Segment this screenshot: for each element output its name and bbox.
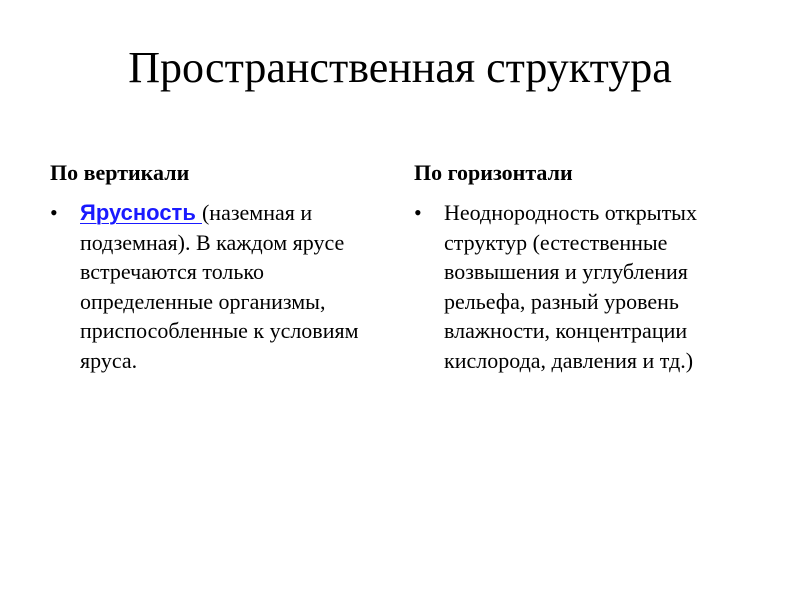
vertical-bullet-item (50, 198, 390, 375)
horizontal-heading: По горизонтали (414, 160, 573, 185)
horizontal-bullet-item (414, 198, 754, 375)
horizontal-bullet-text: Неоднородность открытых структур (естественные возвышения и углубления рельефа, разный уровень влажности, концентрации кислорода, давления и тд.) (444, 200, 697, 373)
horizontal-column (414, 158, 754, 375)
yarusnost-link[interactable]: Ярусность (80, 200, 202, 225)
bullet-icon: • (50, 200, 58, 225)
slide-title: Пространственная структура (128, 43, 672, 92)
bullet-icon: • (414, 200, 422, 225)
vertical-column (50, 158, 390, 375)
vertical-heading: По вертикали (50, 160, 190, 185)
vertical-bullet-text: (наземная и подземная). В каждом ярусе встречаются только определенные организмы, приспособленные к условиям яруса. (80, 200, 359, 373)
